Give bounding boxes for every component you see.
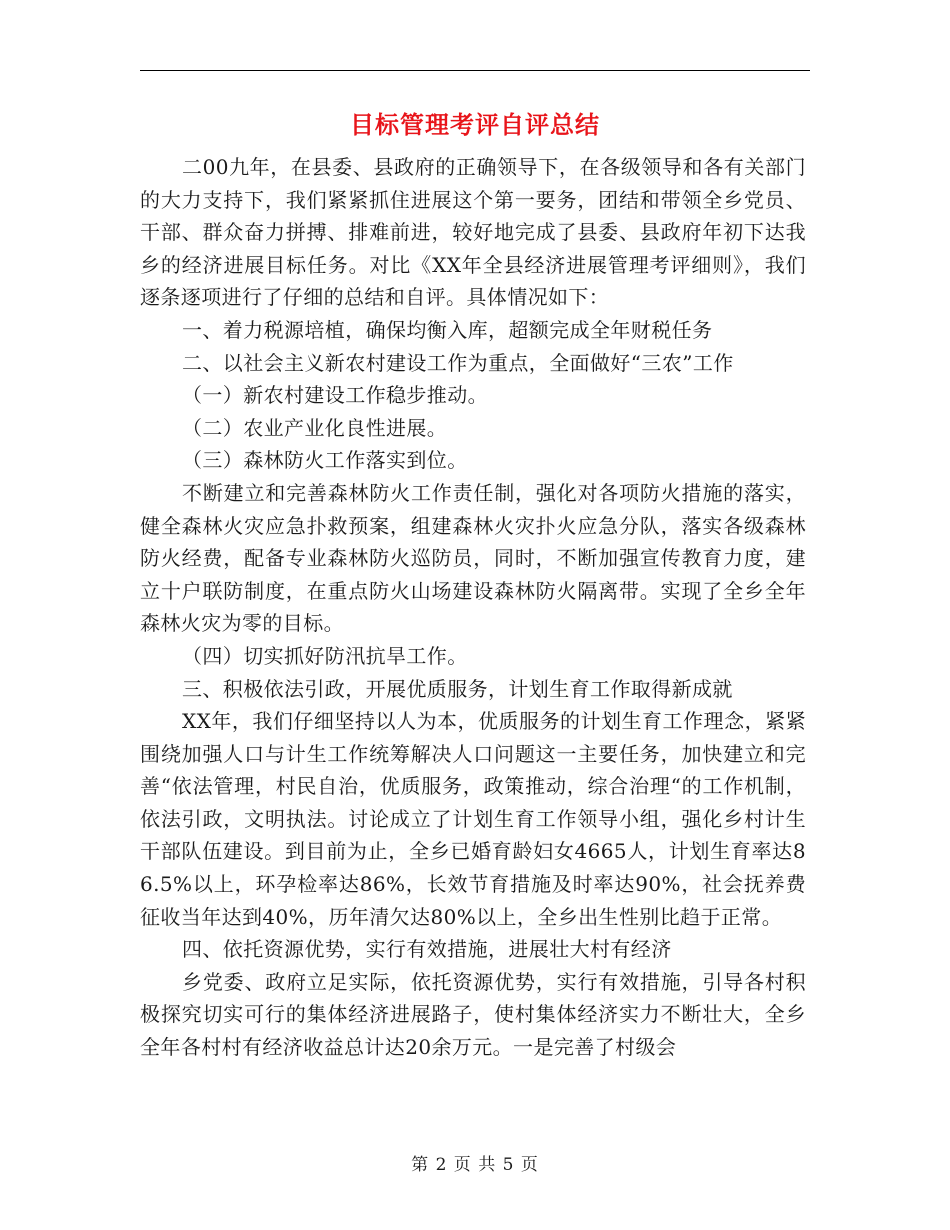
paragraph-village-economy: 乡党委、政府立足实际，依托资源优势，实行有效措施，引导各村积极探究切实可行的集体经济进展路子，使村集体经济实力不断壮大，全乡全年各村村有经济收益总计达20余万元。一是完善了村级会 (140, 969, 806, 1060)
heading-section-2: 二、以社会主义新农村建设工作为重点，全面做好“三农”工作 (182, 350, 734, 375)
paragraph-forest-fire: 不断建立和完善森林防火工作责任制，强化对各项防火措施的落实，健全森林火灾应急扑救预案，组建森林火灾扑火应急分队，落实各级森林防火经费，配备专业森林防火巡防员，同时，不断加强宣传教育力度，建立十户联防制度，在重点防火山场建设森林防火隔离带。实现了全乡全年森林火灾为零的目标。 (140, 480, 806, 636)
paragraph-intro: 二00九年，在县委、县政府的正确领导下，在各级领导和各有关部门的大力支持下，我们紧紧抓住进展这个第一要务，团结和带领全乡党员、干部、群众奋力拼搏、排难前进，较好地完成了县委、县政府年初下达我乡的经济进展目标任务。对比《XX年全县经济进展管理考评细则》，我们逐条逐项进行了仔细的总结和自评。具体情况如下： (140, 155, 806, 310)
heading-section-1: 一、着力税源培植，确保均衡入库，超额完成全年财税任务 (182, 317, 713, 342)
heading-section-3: 三、积极依法引政，开展优质服务，计划生育工作取得新成就 (182, 676, 733, 701)
subheading-2-4: （四）切实抓好防汛抗旱工作。 (182, 643, 468, 668)
paragraph-family-planning: XX年，我们仔细坚持以人为本，优质服务的计划生育工作理念，紧紧围绕加强人口与计生工作统筹解决人口问题这一主要任务，加快建立和完善“依法管理，村民自治，优质服务，政策推动，综合治理“的工作机制，依法引政，文明执法。讨论成立了计划生育工作领导小组，强化乡村计生干部队伍建设。到目前为止，全乡已婚育龄妇女4665人，计划生育率达86.5%以上，环孕检率达86%，长效节育措施及时率达90%，社会抚养费征收当年达到40%，历年清欠达80%以上，全乡出生性别比趋于正常。 (140, 709, 806, 929)
page-number: 第 2 页 共 5 页 (411, 1155, 539, 1175)
header-rule (140, 70, 810, 71)
subheading-2-2: （二）农业产业化良性进展。 (182, 415, 448, 440)
subheading-2-1: （一）新农村建设工作稳步推动。 (182, 383, 488, 408)
heading-section-4: 四、依托资源优势，实行有效措施，进展壮大村有经济 (182, 937, 672, 962)
document-body (140, 151, 806, 1064)
subheading-2-3: （三）森林防火工作落实到位。 (182, 448, 468, 473)
document-title: 目标管理考评自评总结 (350, 110, 600, 139)
